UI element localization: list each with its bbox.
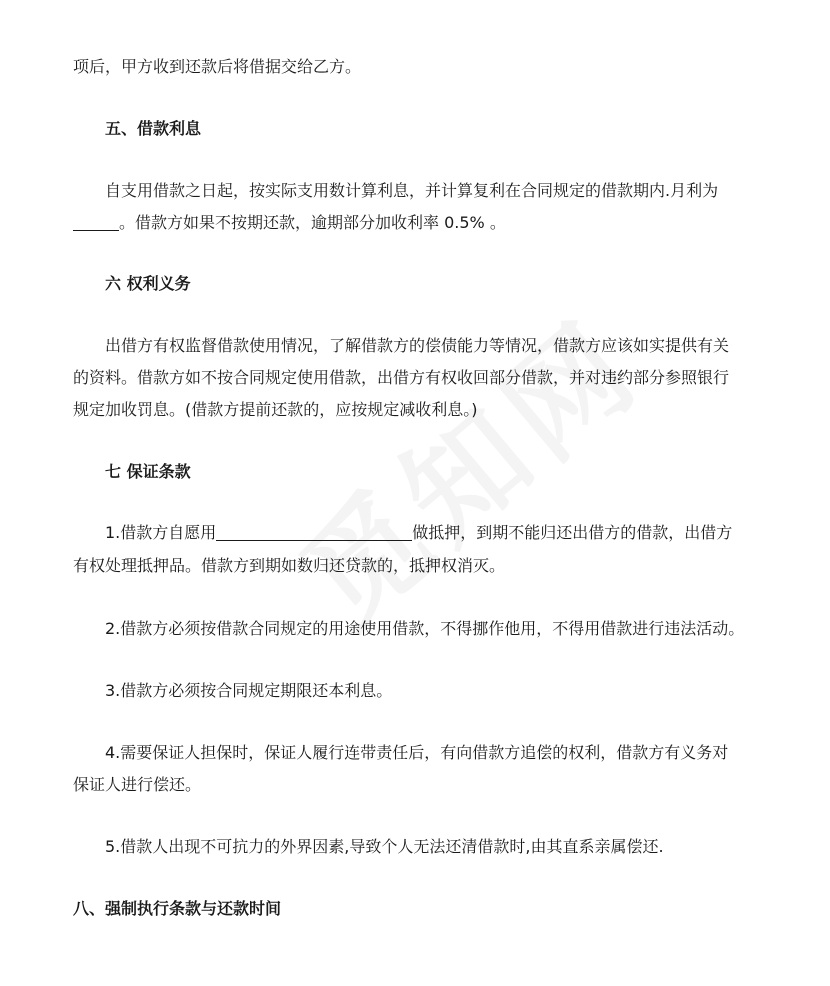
paragraph-line: 2.借款方必须按借款合同规定的用途使用借款，不得挪作他用，不得用借款进行违法活动。 xyxy=(105,619,745,638)
paragraph-text: 。借款方如果不按期还款，逾期部分加收利率 0.5% 。 xyxy=(119,213,506,232)
paragraph-line: 规定加收罚息。(借款方提前还款的，应按规定减收利息。) xyxy=(73,400,478,419)
paragraph-line: 有权处理抵押品。借款方到期如数归还贷款的，抵押权消灭。 xyxy=(73,556,506,575)
paragraph-line: 保证人进行偿还。 xyxy=(73,775,202,794)
paragraph-line: 自支用借款之日起，按实际支用数计算利息，并计算复利在合同规定的借款期内.月利为 xyxy=(105,181,719,200)
paragraph-line xyxy=(73,212,506,234)
section-heading-5: 五、借款利息 xyxy=(105,119,202,138)
fill-blank xyxy=(216,524,412,541)
watermark xyxy=(260,275,669,657)
paragraph-line xyxy=(105,522,732,544)
paragraph-text: 1.借款方自愿用 xyxy=(105,523,217,542)
paragraph-line: 4.需要保证人担保时，保证人履行连带责任后，有向借款方追偿的权利，借款方有义务对 xyxy=(105,743,729,762)
section-heading-8: 八、强制执行条款与还款时间 xyxy=(73,899,282,918)
section-heading-6: 六 权利义务 xyxy=(105,274,191,293)
paragraph-line: 出借方有权监督借款使用情况，了解借款方的偿债能力等情况，借款方应该如实提供有关 xyxy=(105,336,730,355)
section-heading-7: 七 保证条款 xyxy=(105,462,191,481)
paragraph-line: 项后，甲方收到还款后将借据交给乙方。 xyxy=(73,57,362,76)
fill-blank xyxy=(73,214,119,231)
paragraph-line: 3.借款方必须按合同规定期限还本利息。 xyxy=(105,681,393,700)
paragraph-text: 做抵押，到期不能归还出借方的借款，出借方 xyxy=(412,523,733,542)
paragraph-line: 的资料。借款方如不按合同规定使用借款，出借方有权收回部分借款，并对违约部分参照银行 xyxy=(73,368,730,387)
paragraph-line: 5.借款人出现不可抗力的外界因素,导致个人无法还清借款时,由其直系亲属偿还. xyxy=(105,837,664,856)
